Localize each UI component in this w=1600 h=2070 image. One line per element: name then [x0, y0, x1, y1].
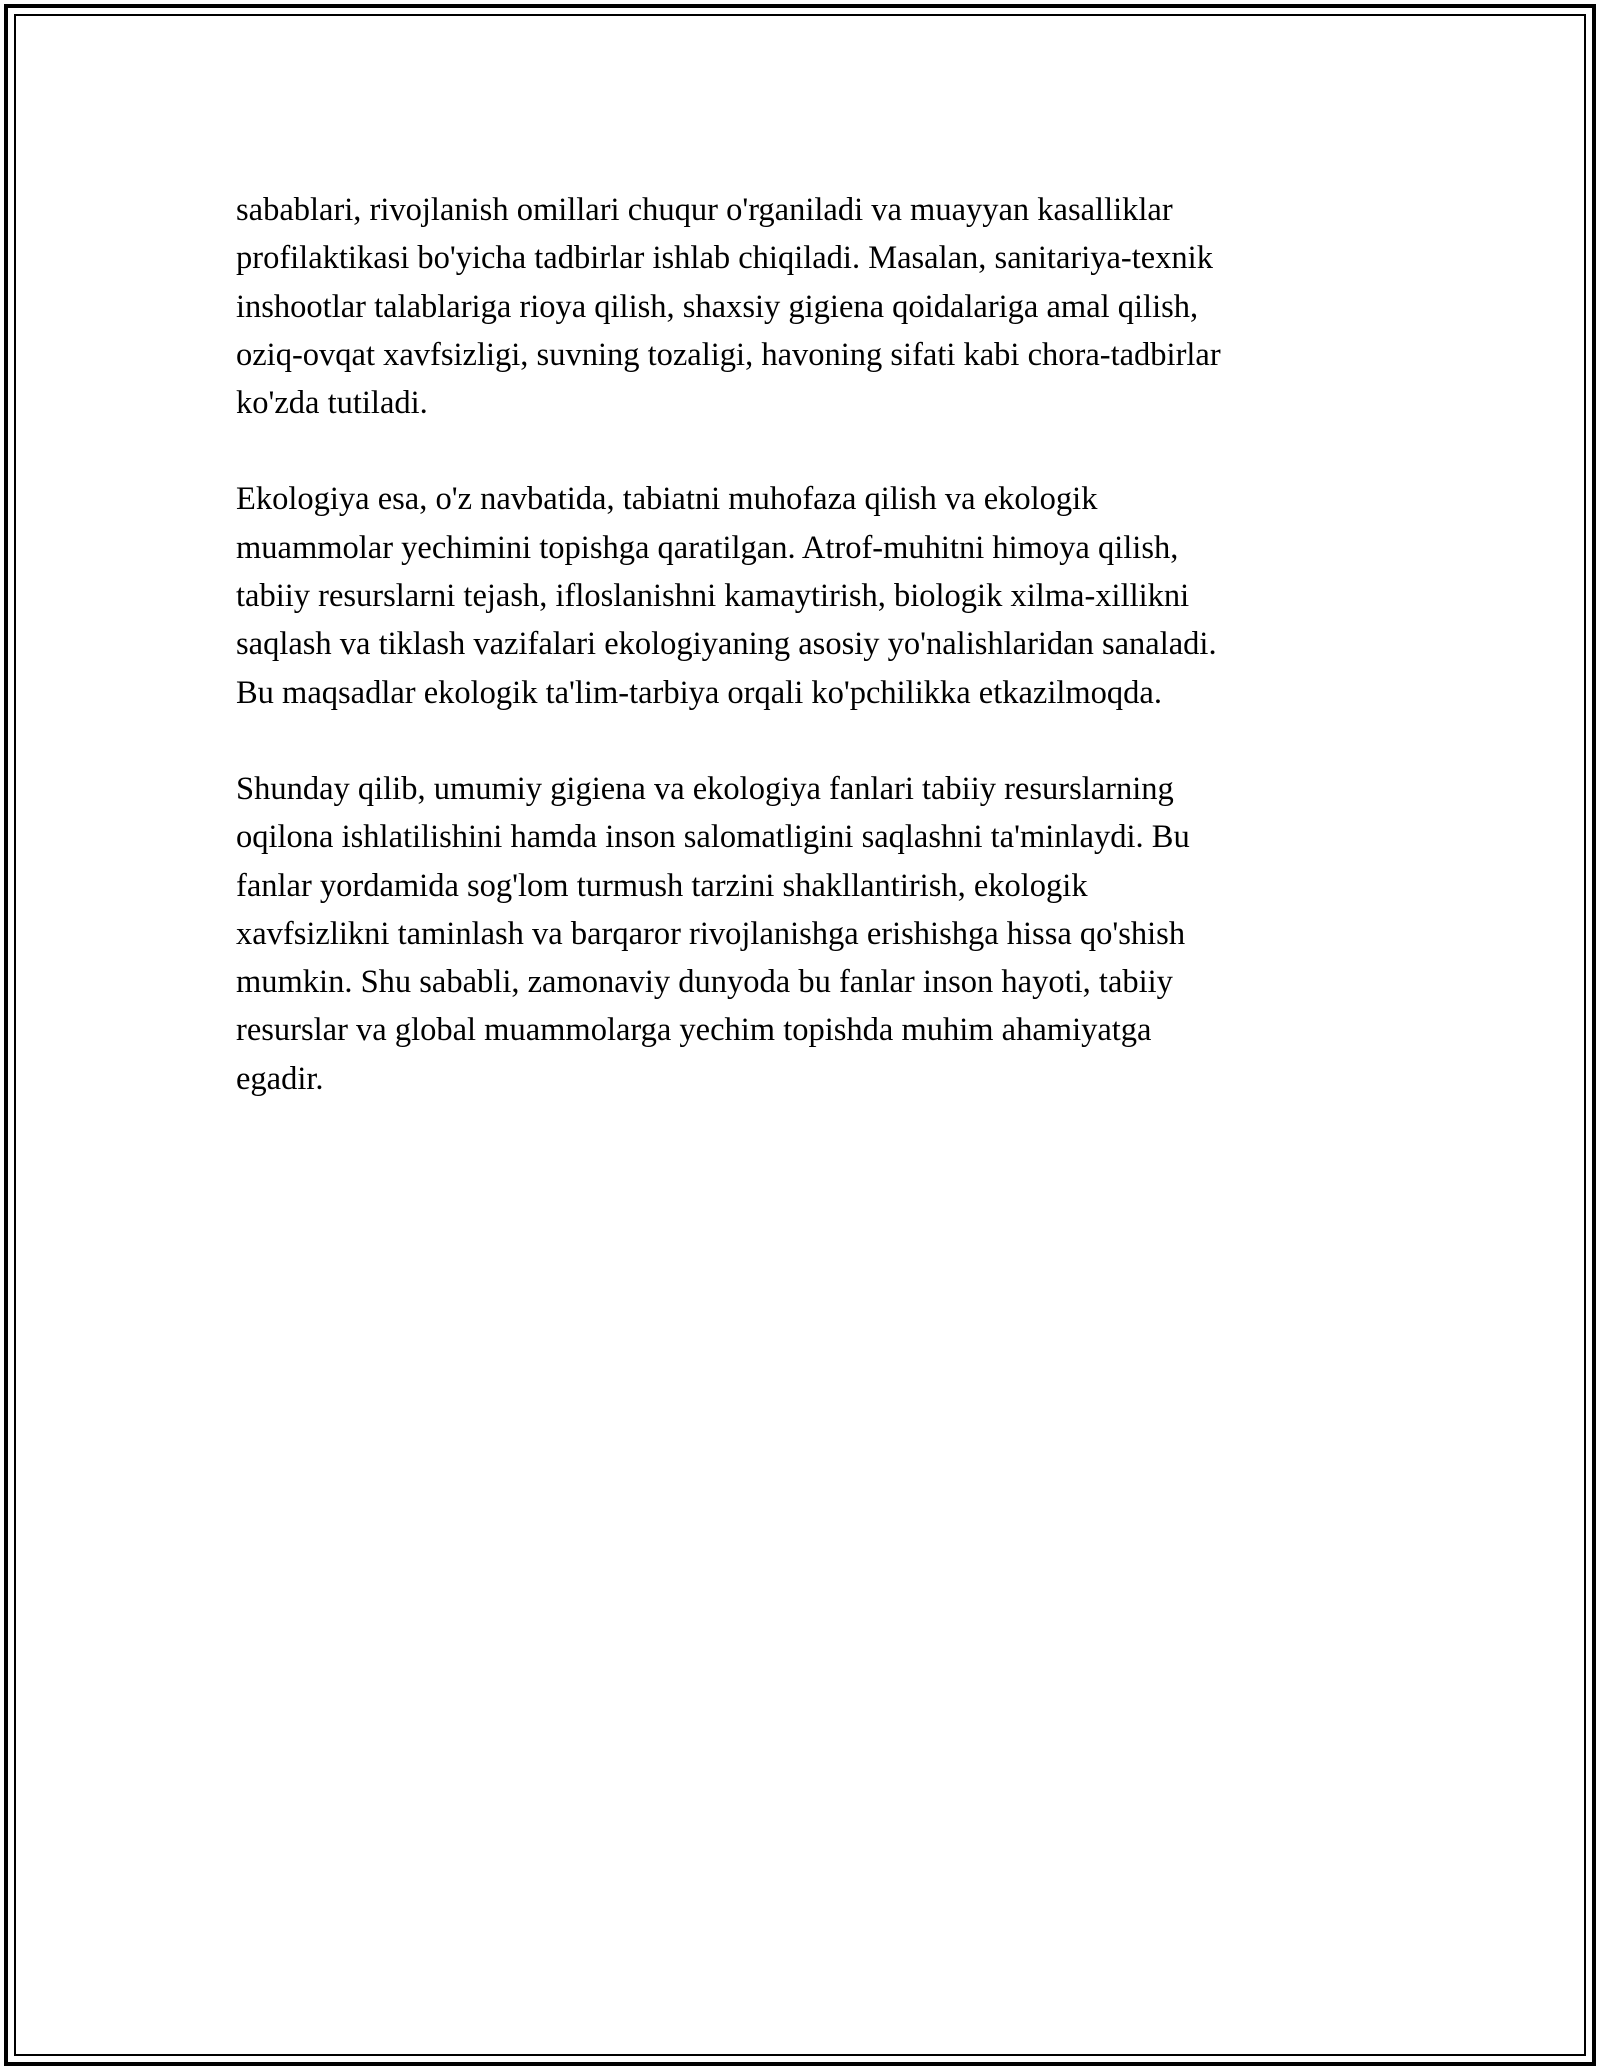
paragraph-ecology	[236, 475, 1376, 716]
text-line: inshootlar talablariga rioya qilish, shaxsiy gigiena qoidalariga amal qilish,	[236, 288, 1199, 325]
text-line: egadir.	[236, 1060, 324, 1097]
text-line: fanlar yordamida sog'lom turmush tarzini shakllantirish, ekologik	[236, 867, 1088, 904]
paragraph-hygiene-measures	[236, 186, 1376, 427]
text-line: resurslar va global muammolarga yechim topishda muhim ahamiyatga	[236, 1012, 1152, 1049]
text-line: mumkin. Shu sababli, zamonaviy dunyoda bu fanlar inson hayoti, tabiiy	[236, 964, 1173, 1001]
text-line: Bu maqsadlar ekologik ta'lim-tarbiya orqali ko'pchilikka etkazilmoqda.	[236, 674, 1162, 711]
text-line: oqilona ishlatilishini hamda inson salomatligini saqlashni ta'minlaydi. Bu	[236, 819, 1190, 856]
text-line: Shunday qilib, umumiy gigiena va ekologiya fanlari tabiiy resurslarning	[236, 770, 1174, 807]
text-line: xavfsizlikni taminlash va barqaror rivojlanishga erishishga hissa qo'shish	[236, 915, 1186, 952]
paragraph-conclusion	[236, 765, 1376, 1103]
text-line: muammolar yechimini topishga qaratilgan. Atrof-muhitni himoya qilish,	[236, 529, 1179, 566]
text-line: saqlash va tiklash vazifalari ekologiyaning asosiy yo'nalishlaridan sanaladi.	[236, 626, 1217, 663]
text-line: ko'zda tutiladi.	[236, 385, 428, 422]
text-line: Ekologiya esa, o'z navbatida, tabiatni muhofaza qilish va ekologik	[236, 481, 1098, 518]
text-line: sabablari, rivojlanish omillari chuqur o'rganiladi va muayyan kasalliklar	[236, 192, 1173, 228]
text-line: oziq-ovqat xavfsizligi, suvning tozaligi, havoning sifati kabi chora-tadbirlar	[236, 336, 1221, 373]
text-line: tabiiy resurslarni tejash, ifloslanishni kamaytirish, biologik xilma-xillikni	[236, 578, 1190, 615]
document-body	[236, 186, 1376, 1151]
text-line: profilaktikasi bo'yicha tadbirlar ishlab chiqiladi. Masalan, sanitariya-texnik	[236, 240, 1213, 277]
